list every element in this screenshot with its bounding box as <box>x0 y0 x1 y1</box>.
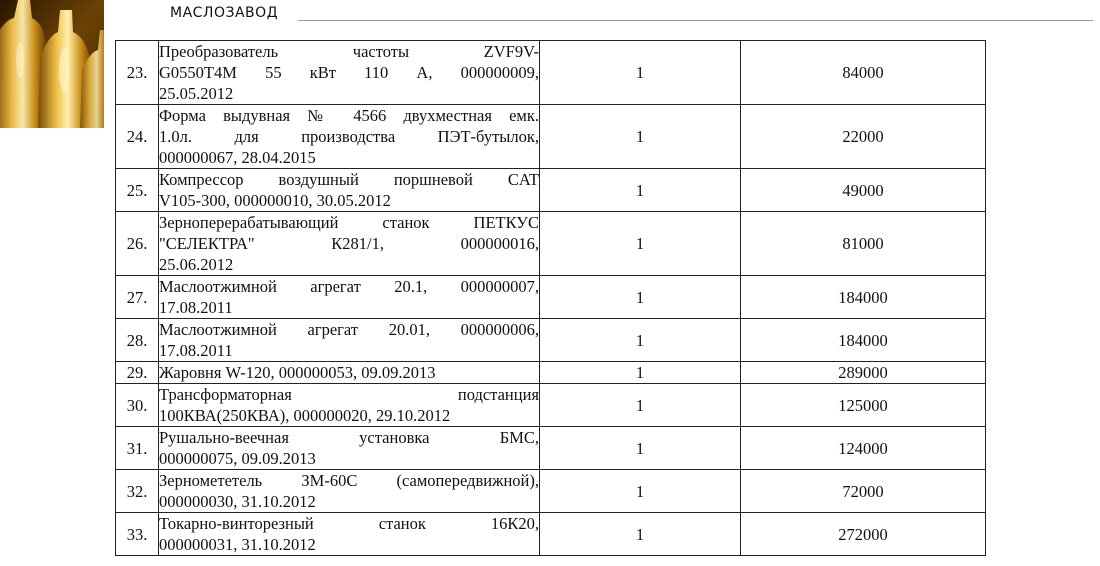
item-description <box>159 276 540 319</box>
item-value: 81000 <box>741 212 986 276</box>
brand-title: МАСЛОЗАВОД <box>170 5 279 21</box>
table-row <box>116 105 986 169</box>
description-line: 100КВА(250КВА), 000000020, 29.10.2012 <box>159 406 451 425</box>
table-row <box>116 384 986 427</box>
row-number: 23. <box>116 41 159 105</box>
item-value: 124000 <box>741 427 986 470</box>
description-line: Форма выдувная № 4566 двухместная емк. <box>159 106 539 125</box>
table-row <box>116 319 986 362</box>
item-description <box>159 513 540 556</box>
item-value: 289000 <box>741 362 986 384</box>
item-quantity: 1 <box>540 212 741 276</box>
inventory-table <box>115 40 986 556</box>
description-line: 17.08.2011 <box>159 298 233 317</box>
row-number: 29. <box>116 362 159 384</box>
description-line: 000000031, 31.10.2012 <box>159 535 316 554</box>
item-value: 272000 <box>741 513 986 556</box>
item-description <box>159 362 540 384</box>
description-line: Зерномететель ЗМ-60С (самопередвижной), <box>159 471 539 490</box>
row-number: 28. <box>116 319 159 362</box>
table-row <box>116 212 986 276</box>
table-row <box>116 470 986 513</box>
description-line: Жаровня W-120, 000000053, 09.09.2013 <box>159 363 436 382</box>
item-description <box>159 105 540 169</box>
description-line: 1.0л. для производства ПЭТ-бутылок, <box>159 127 539 146</box>
item-description <box>159 212 540 276</box>
row-number: 33. <box>116 513 159 556</box>
item-description <box>159 319 540 362</box>
golden-bottles-logo <box>0 0 104 128</box>
item-value: 125000 <box>741 384 986 427</box>
row-number: 31. <box>116 427 159 470</box>
item-description <box>159 384 540 427</box>
header-divider <box>298 20 1093 21</box>
description-line: 000000075, 09.09.2013 <box>159 449 316 468</box>
description-line: Маслоотжимной агрегат 20.01, 000000006, <box>159 320 539 339</box>
description-line: 000000067, 28.04.2015 <box>159 148 316 167</box>
item-value: 72000 <box>741 470 986 513</box>
description-line: 25.05.2012 <box>159 84 234 103</box>
item-value: 184000 <box>741 276 986 319</box>
description-line: Компрессор воздушный поршневой CAT <box>159 170 539 189</box>
row-number: 32. <box>116 470 159 513</box>
description-line: 17.08.2011 <box>159 341 233 360</box>
item-quantity: 1 <box>540 105 741 169</box>
item-description <box>159 470 540 513</box>
row-number: 30. <box>116 384 159 427</box>
description-line: Рушально-веечная установка БМС, <box>159 428 539 447</box>
description-line: V105-300, 000000010, 30.05.2012 <box>159 191 391 210</box>
item-quantity: 1 <box>540 427 741 470</box>
row-number: 26. <box>116 212 159 276</box>
description-line: Маслоотжимной агрегат 20.1, 000000007, <box>159 277 539 296</box>
description-line: 25.06.2012 <box>159 255 234 274</box>
item-quantity: 1 <box>540 41 741 105</box>
item-description <box>159 427 540 470</box>
item-quantity: 1 <box>540 276 741 319</box>
row-number: 25. <box>116 169 159 212</box>
description-line: "СЕЛЕКТРА" К281/1, 000000016, <box>159 234 539 253</box>
item-value: 49000 <box>741 169 986 212</box>
description-line: 000000030, 31.10.2012 <box>159 492 316 511</box>
oil-bottles-icon <box>0 0 104 128</box>
table-row <box>116 427 986 470</box>
item-quantity: 1 <box>540 319 741 362</box>
item-quantity: 1 <box>540 470 741 513</box>
table-row <box>116 513 986 556</box>
description-line: Трансформаторная подстанция <box>159 385 539 404</box>
item-quantity: 1 <box>540 169 741 212</box>
description-line: Токарно-винторезный станок 16К20, <box>159 514 539 533</box>
item-description <box>159 169 540 212</box>
item-quantity: 1 <box>540 513 741 556</box>
item-value: 22000 <box>741 105 986 169</box>
item-quantity: 1 <box>540 362 741 384</box>
item-quantity: 1 <box>540 384 741 427</box>
item-value: 184000 <box>741 319 986 362</box>
description-line: Преобразователь частоты ZVF9V- <box>159 42 539 61</box>
table-row <box>116 41 986 105</box>
table-row <box>116 169 986 212</box>
row-number: 27. <box>116 276 159 319</box>
description-line: Зерноперерабатывающий станок ПЕТКУС <box>159 213 539 232</box>
item-value: 84000 <box>741 41 986 105</box>
row-number: 24. <box>116 105 159 169</box>
table-row <box>116 362 986 384</box>
item-description <box>159 41 540 105</box>
table-row <box>116 276 986 319</box>
description-line: G0550T4M 55 кВт 110 А, 000000009, <box>159 63 539 82</box>
